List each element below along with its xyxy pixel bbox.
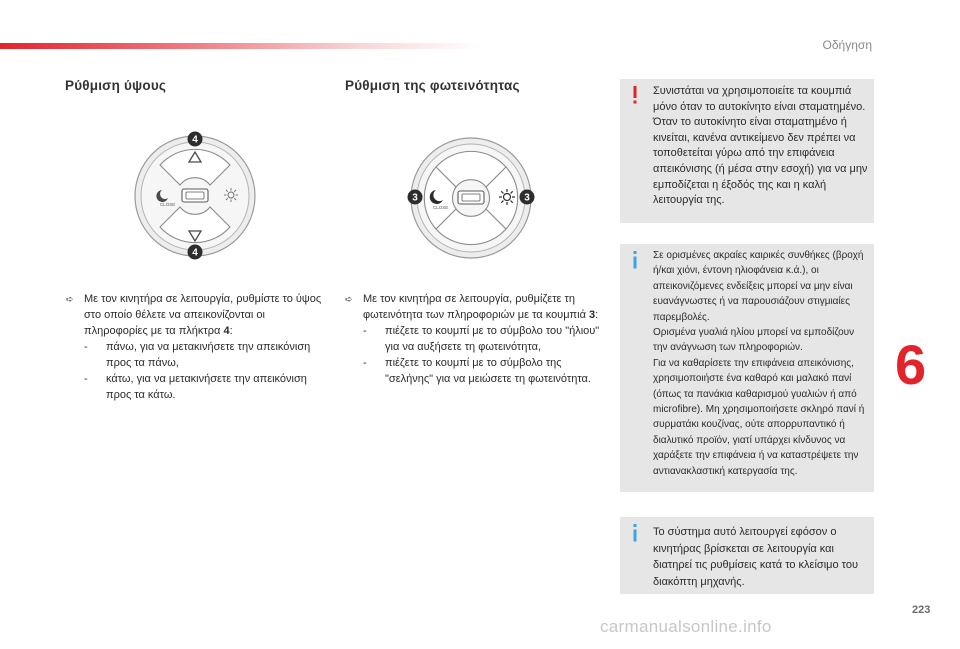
info-icon <box>630 250 640 270</box>
key-badge-right-label: 3 <box>524 192 530 204</box>
info-note-conditions <box>620 244 874 492</box>
info-system-text: Το σύστημα αυτό λειτουργεί εφόσον ο κινητήρας βρίσκεται σε λειτουργία και διατηρεί τις ρυθμίσεις κατά το κλείσιμο του διακόπτη μηχανής. <box>653 526 858 588</box>
brightness-control-illustration <box>406 130 536 266</box>
close-label: CLOSE <box>433 205 449 210</box>
key-badge-left-label: 3 <box>412 192 418 204</box>
warning-note <box>620 79 874 223</box>
info-note-system <box>620 517 874 594</box>
height-adjust-instructions <box>66 291 326 403</box>
info-icon <box>630 523 640 543</box>
page-number: 223 <box>912 604 931 616</box>
brightness-adjust-bullet: ➪ Με τον κινητήρα σε λειτουργία, ρυθμίζετε τη φωτεινότητα των πληροφοριών με τα κουμπιά 3: <box>345 293 599 321</box>
key-badge-bottom-label: 4 <box>192 247 198 259</box>
list-item: - πιέζετε το κουμπί με το σύμβολο του "ήλιου" για να αυξήσετε τη φωτεινότητα, <box>363 325 600 353</box>
list-item: - κάτω, για να μετακινήσετε την απεικόνιση προς τα κάτω. <box>84 373 307 401</box>
list-item: - πιέζετε το κουμπί με το σύμβολο της "σελήνης" για να μειώσετε τη φωτεινότητα. <box>363 357 591 385</box>
bullet-arrow-icon: ➪ <box>345 294 353 304</box>
warning-exclamation-icon <box>630 85 640 105</box>
section-label: Οδήγηση <box>822 38 872 52</box>
warning-text: Συνιστάται να χρησιμοποιείτε τα κουμπιά μόνο όταν το αυτοκίνητο είναι σταματημένο. Όταν το αυτοκίνητο είναι σταματημένο ή κινείται, κανένα αντικείμενο δεν πρέπει να τοποθετείται γύρω από την επιφάνεια απεικόνισης (ή μέσα στην εσοχή) για να μην εμποδίζεται η έξοδός της και η καλή λειτουργία της. <box>653 85 868 207</box>
header-accent-bar <box>0 43 480 49</box>
bullet-arrow-icon: ➪ <box>66 294 74 304</box>
brightness-adjust-heading: Ρύθμιση της φωτεινότητας <box>345 78 520 93</box>
height-adjust-heading: Ρύθμιση ύψους <box>65 78 167 93</box>
brightness-adjust-instructions <box>345 291 600 387</box>
info-conditions-text: Σε ορισμένες ακραίες καιρικές συνθήκες (βροχή ή/και χιόνι, έντονη ηλιοφάνεια κ.ά.), οι απεικονιζόμενες ενδείξεις μπορεί να μην είναι ευανάγνωστες ή να παρουσιάζουν στιγμιαίες παρεμβολές. Ορισμένα γυαλιά ηλίου μπορεί να εμποδίζουν την ανάγνωση των πληροφοριών. Για να καθαρίσετε την επιφάνεια απεικόνισης, χρησιμοποιήστε ένα καθαρό και μαλακό πανί (όπως τα πανάκια καθαρισμού γυαλιών ή από microfibre). Μη χρησιμοποιήσετε σκληρό πανί ή συρματάκι κουζίνας, ούτε απορρυπαντικό ή διαλυτικό προϊόν, γιατί υπάρχει κίνδυνος να χαράξετε την επιφάνεια ή να καταστρέψετε την αντιανακλαστική κατεργασία της. <box>653 250 865 477</box>
list-item: - πάνω, για να μετακινήσετε την απεικόνιση προς τα πάνω, <box>84 341 311 369</box>
chapter-number: 6 <box>895 333 927 396</box>
watermark: carmanualsonline.info <box>600 617 772 636</box>
key-badge-top-label: 4 <box>192 134 198 146</box>
height-adjust-bullet: ➪ Με τον κινητήρα σε λειτουργία, ρυθμίστε το ύψος στο οποίο θέλετε να απεικονίζονται οι πληροφορίες με τα πλήκτρα 4: <box>66 293 322 337</box>
height-control-illustration <box>130 128 260 264</box>
close-label: CLOSE <box>160 202 176 207</box>
